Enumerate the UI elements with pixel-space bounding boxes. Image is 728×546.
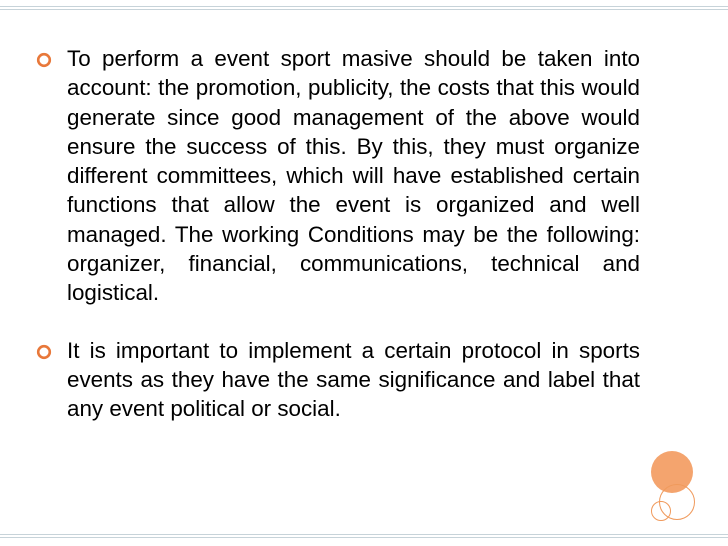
bottom-rule-inner <box>0 537 728 538</box>
bullet-text: To perform a event sport masive should be taken into account: the promotion, publicity, the costs that this would generate since good management of the above would ensure the success of this. By this, they must organize different committees, which will have established certain functions that allow the event is organized and well managed. The working Conditions may be the following: organizer, financial, communications, technical and logistical. <box>67 46 640 306</box>
bullet-ring-icon <box>36 52 52 68</box>
bullet-item <box>36 44 640 308</box>
top-rule-inner <box>0 9 728 10</box>
bullet-ring-icon <box>36 344 52 360</box>
top-rule <box>0 6 728 7</box>
bullet-item <box>36 336 640 424</box>
bottom-rule <box>0 534 728 535</box>
decorative-ring-small <box>651 501 671 521</box>
bullet-text: It is important to implement a certain protocol in sports events as they have the same significance and label that any event political or social. <box>67 337 640 422</box>
slide-body <box>36 44 640 424</box>
